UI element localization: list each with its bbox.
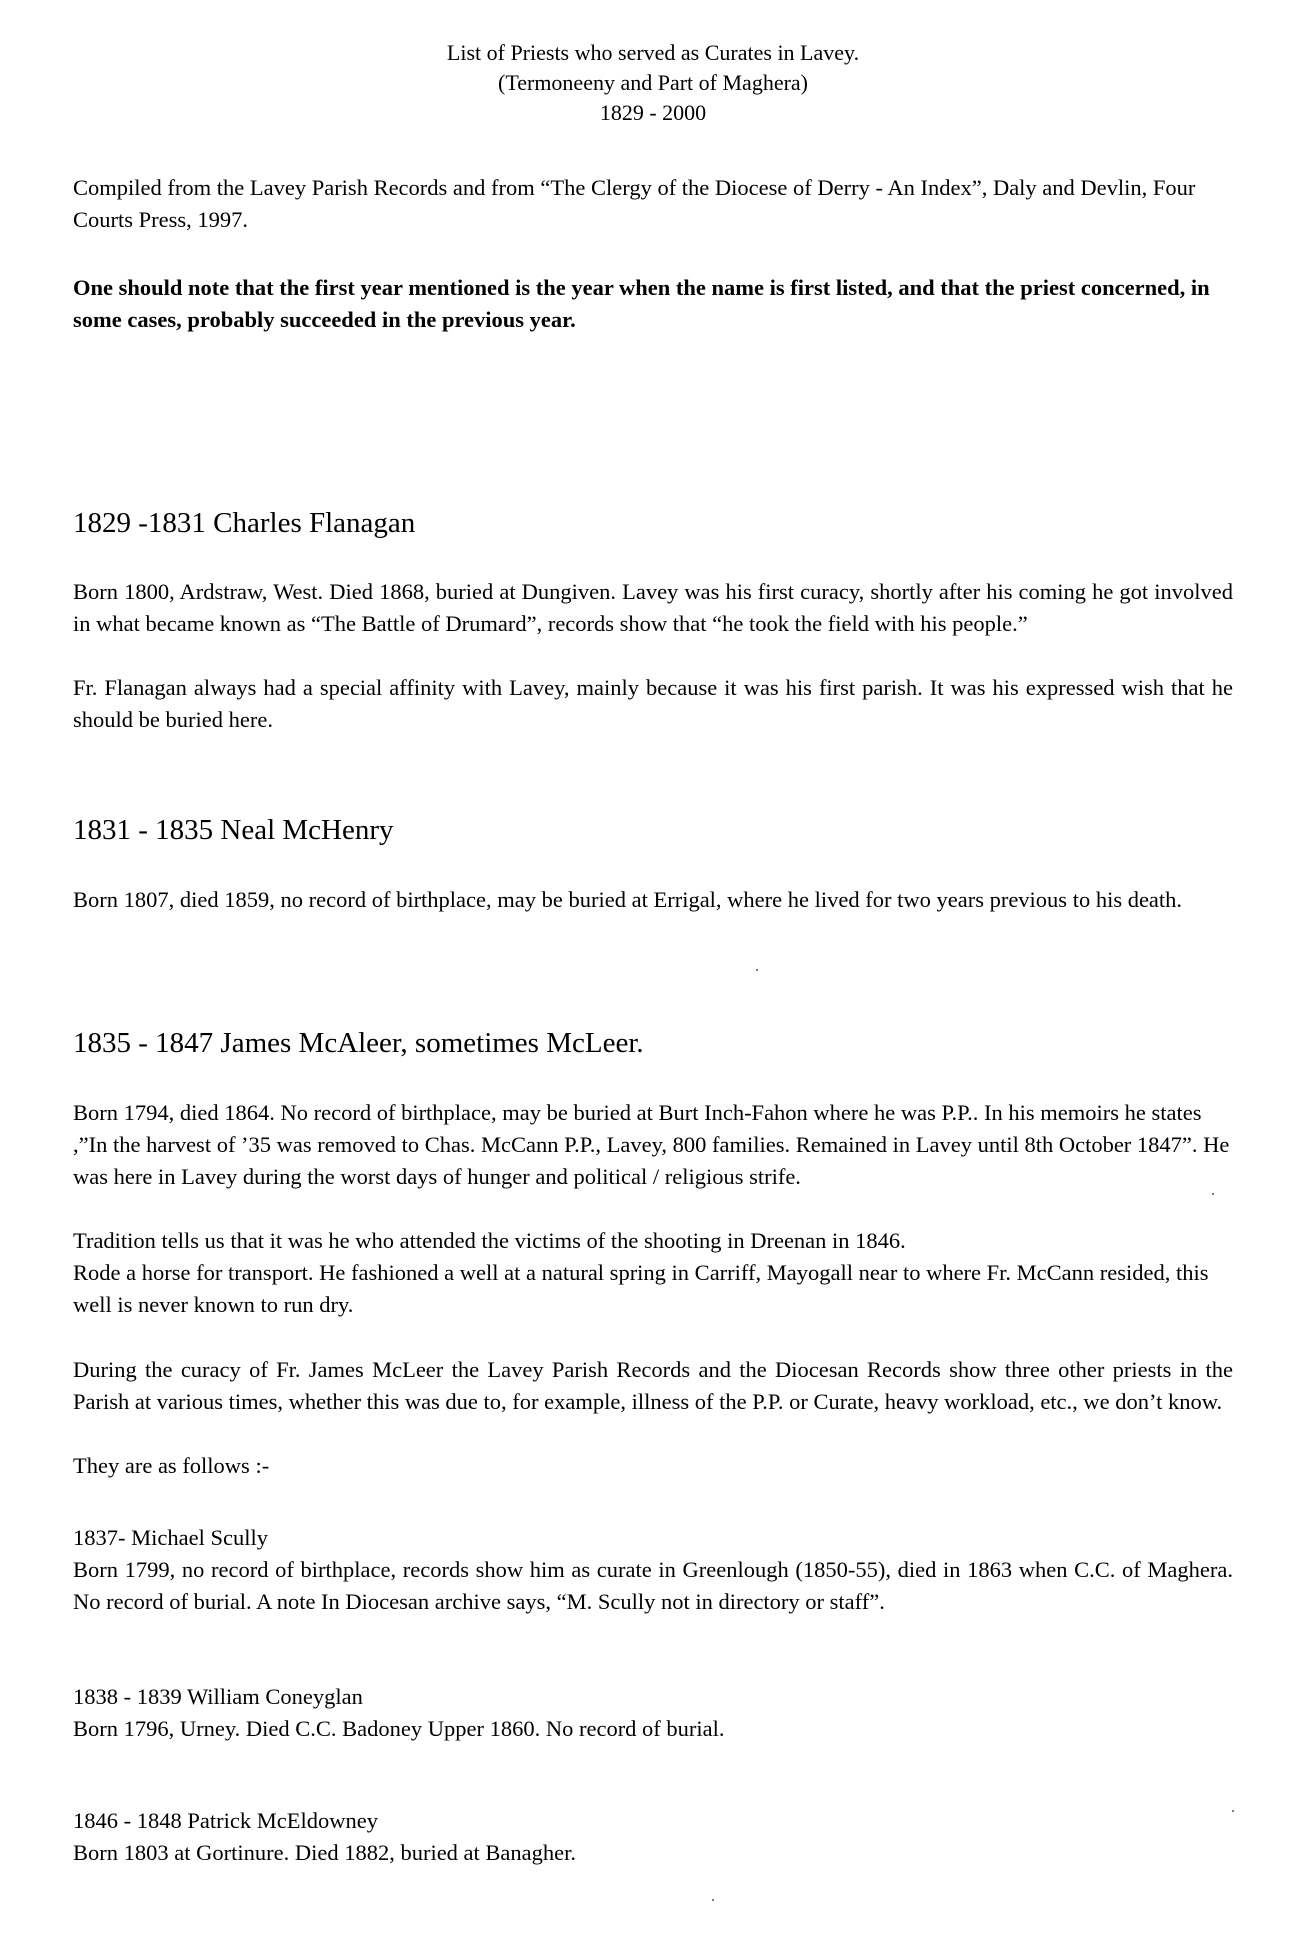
entry-text-charles-flanagan-2: Fr. Flanagan always had a special affinity with Lavey, mainly because it was his first parish. It was his expressed wish that he should be buried here. (73, 675, 1233, 732)
entry-text-james-mcaleer-2: Tradition tells us that it was he who attended the victims of the shooting in Dreenan in 1846. (73, 1228, 906, 1253)
title-line-3: 1829 - 2000 (599, 100, 707, 125)
entry-heading-charles-flanagan: 1829 -1831 Charles Flanagan (73, 507, 416, 539)
other-text-michael-scully: Born 1799, no record of birthplace, records show him as curate in Greenlough (1850-55), died in 1863 when C.C. of Maghera. No record of burial. A note In Diocesan archive says, “M. Scully not in directory or staff”. (73, 1557, 1233, 1614)
title-line-2: (Termoneeny and Part of Maghera) (498, 70, 808, 95)
entry-heading-james-mcaleer: 1835 - 1847 James McAleer, sometimes McLeer. (73, 1027, 644, 1059)
entry-heading-neal-mchenry: 1831 - 1835 Neal McHenry (73, 814, 394, 846)
entry-text-james-mcaleer-3: Rode a horse for transport. He fashioned a well at a natural spring in Carriff, Mayogall near to where Fr. McCann resided, this well is never known to run dry. (73, 1260, 1209, 1317)
scan-speck (1232, 1810, 1234, 1812)
entry-text-james-mcaleer-5: They are as follows :- (73, 1453, 270, 1478)
document-title (0, 38, 1306, 128)
intro-compiled-text: Compiled from the Lavey Parish Records and from “The Clergy of the Diocese of Derry - An Index”, Daly and Devlin, Four Courts Press, 1997. (73, 175, 1196, 232)
scan-speck (712, 1899, 714, 1901)
entry-text-james-mcaleer-4: During the curacy of Fr. James McLeer the Lavey Parish Records and the Diocesan Records show three other priests in the Parish at various times, whether this was due to, for example, illness of the P.P. or Curate, heavy workload, etc., we don’t know. (73, 1357, 1233, 1414)
other-heading-william-coneyglan: 1838 - 1839 William Coneyglan (73, 1684, 363, 1709)
intro-note-text: One should note that the first year mentioned is the year when the name is first listed, and that the priest concerned, in some cases, probably succeeded in the previous year. (73, 275, 1210, 332)
entry-text-neal-mchenry: Born 1807, died 1859, no record of birthplace, may be buried at Errigal, where he lived for two years previous to his death. (73, 887, 1183, 912)
other-heading-patrick-mceldowney: 1846 - 1848 Patrick McEldowney (73, 1808, 378, 1833)
other-text-william-coneyglan: Born 1796, Urney. Died C.C. Badoney Upper 1860. No record of burial. (73, 1716, 725, 1741)
scan-speck (1212, 1193, 1214, 1195)
entry-text-charles-flanagan-1: Born 1800, Ardstraw, West. Died 1868, buried at Dungiven. Lavey was his first curacy, shortly after his coming he got involved in what became known as “The Battle of Drumard”, records show that “he took the field with his people.” (73, 579, 1233, 636)
title-line-1: List of Priests who served as Curates in Lavey. (446, 40, 860, 65)
scan-speck (756, 969, 758, 971)
other-text-patrick-mceldowney: Born 1803 at Gortinure. Died 1882, buried at Banagher. (73, 1840, 577, 1865)
other-heading-michael-scully: 1837- Michael Scully (73, 1525, 268, 1550)
entry-text-james-mcaleer-1: Born 1794, died 1864. No record of birthplace, may be buried at Burt Inch-Fahon where he was P.P.. In his memoirs he states ,”In the harvest of ’35 was removed to Chas. McCann P.P., Lavey, 800 families. Remained in Lavey until 8th October 1847”. He was here in Lavey during the worst days of hunger and political / religious strife. (73, 1100, 1230, 1189)
